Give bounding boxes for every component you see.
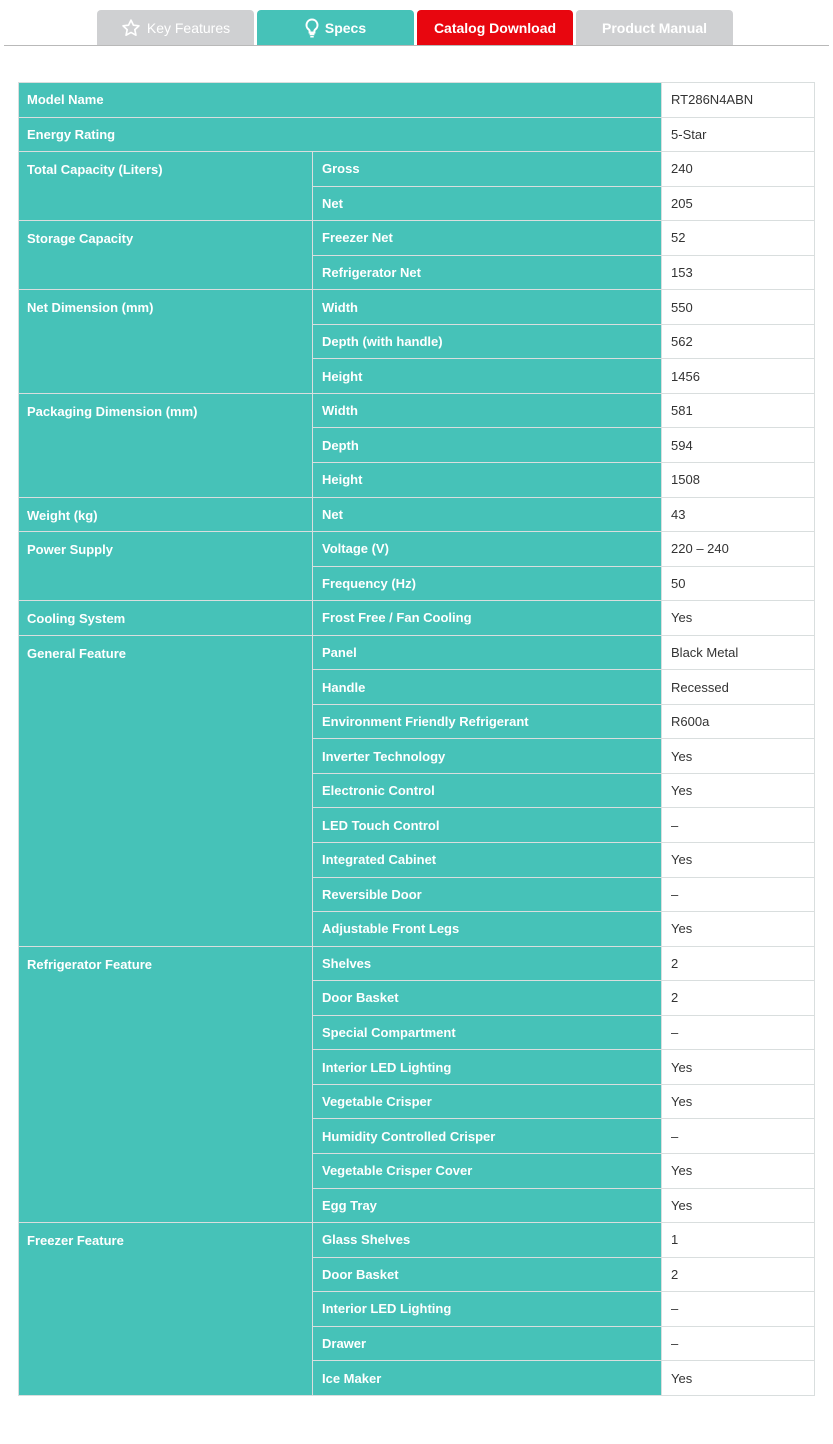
table-row [19, 1223, 815, 1258]
tab-catalog-download-label: Catalog Download [433, 20, 557, 36]
spec-label: LED Touch Control [313, 808, 662, 843]
table-row [19, 601, 815, 636]
spec-label: Special Compartment [313, 1015, 662, 1050]
spec-value: 2 [662, 946, 815, 981]
spec-value: Yes [662, 1050, 815, 1085]
spec-value: 205 [662, 186, 815, 221]
spec-label: Frost Free / Fan Cooling [313, 601, 662, 636]
tab-product-manual-label: Product Manual [601, 20, 707, 36]
spec-value: 1 [662, 1223, 815, 1258]
spec-label: Height [313, 359, 662, 394]
spec-label: Adjustable Front Legs [313, 912, 662, 947]
spec-category: General Feature [19, 635, 313, 946]
spec-value: Yes [662, 773, 815, 808]
spec-label: Net [313, 186, 662, 221]
spec-label: Panel [313, 635, 662, 670]
table-row [19, 532, 815, 567]
spec-category: Cooling System [19, 601, 313, 636]
spec-label: Drawer [313, 1326, 662, 1361]
spec-label: Vegetable Crisper [313, 1084, 662, 1119]
spec-label: Door Basket [313, 1257, 662, 1292]
spec-category: Packaging Dimension (mm) [19, 393, 313, 497]
spec-label: Gross [313, 152, 662, 187]
table-row [19, 221, 815, 256]
table-row [19, 117, 815, 152]
spec-label: Voltage (V) [313, 532, 662, 567]
table-row [19, 290, 815, 325]
spec-label: Reversible Door [313, 877, 662, 912]
spec-label: Width [313, 393, 662, 428]
spec-label: Environment Friendly Refrigerant [313, 704, 662, 739]
spec-value: – [662, 1292, 815, 1327]
tab-key-features-label: Key Features [146, 20, 231, 36]
spec-value: – [662, 1326, 815, 1361]
spec-value: 1456 [662, 359, 815, 394]
table-row [19, 635, 815, 670]
spec-label: Electronic Control [313, 773, 662, 808]
specs-table [18, 82, 815, 1396]
spec-value: – [662, 808, 815, 843]
spec-label: Vegetable Crisper Cover [313, 1153, 662, 1188]
spec-value: 50 [662, 566, 815, 601]
spec-value: 5-Star [662, 117, 815, 152]
spec-label: Egg Tray [313, 1188, 662, 1223]
table-row [19, 393, 815, 428]
spec-value: Yes [662, 1361, 815, 1396]
spec-label: Integrated Cabinet [313, 843, 662, 878]
spec-category: Total Capacity (Liters) [19, 152, 313, 221]
spec-value: 581 [662, 393, 815, 428]
spec-label: Handle [313, 670, 662, 705]
spec-category: Energy Rating [19, 117, 662, 152]
tab-key-features[interactable] [97, 10, 254, 46]
table-row [19, 946, 815, 981]
spec-value: Yes [662, 1084, 815, 1119]
tab-specs[interactable] [257, 10, 414, 46]
spec-label: Freezer Net [313, 221, 662, 256]
spec-category: Power Supply [19, 532, 313, 601]
spec-value: Black Metal [662, 635, 815, 670]
spec-label: Door Basket [313, 981, 662, 1016]
spec-value: Yes [662, 601, 815, 636]
spec-category: Weight (kg) [19, 497, 313, 532]
spec-category: Storage Capacity [19, 221, 313, 290]
spec-value: 240 [662, 152, 815, 187]
star-icon [121, 18, 141, 38]
spec-label: Width [313, 290, 662, 325]
spec-value: 562 [662, 324, 815, 359]
spec-label: Interior LED Lighting [313, 1292, 662, 1327]
spec-label: Frequency (Hz) [313, 566, 662, 601]
spec-value: Recessed [662, 670, 815, 705]
spec-value: Yes [662, 739, 815, 774]
spec-value: 550 [662, 290, 815, 325]
spec-category: Net Dimension (mm) [19, 290, 313, 394]
spec-label: Refrigerator Net [313, 255, 662, 290]
lightbulb-icon [305, 18, 319, 38]
table-row [19, 497, 815, 532]
spec-label: Depth [313, 428, 662, 463]
spec-value: Yes [662, 843, 815, 878]
tab-specs-label: Specs [324, 20, 367, 36]
spec-value: R600a [662, 704, 815, 739]
spec-value: RT286N4ABN [662, 83, 815, 118]
spec-value: 1508 [662, 463, 815, 498]
spec-category: Refrigerator Feature [19, 946, 313, 1222]
spec-value: Yes [662, 1188, 815, 1223]
spec-label: Humidity Controlled Crisper [313, 1119, 662, 1154]
spec-value: 220 – 240 [662, 532, 815, 567]
spec-value: Yes [662, 1153, 815, 1188]
spec-label: Ice Maker [313, 1361, 662, 1396]
spec-label: Inverter Technology [313, 739, 662, 774]
spec-label: Shelves [313, 946, 662, 981]
spec-label: Height [313, 463, 662, 498]
tab-divider [4, 45, 829, 46]
specs-table-body [19, 83, 815, 1396]
spec-value: – [662, 877, 815, 912]
spec-value: Yes [662, 912, 815, 947]
tab-product-manual[interactable] [576, 10, 733, 46]
spec-value: 594 [662, 428, 815, 463]
spec-value: 2 [662, 981, 815, 1016]
spec-value: 153 [662, 255, 815, 290]
spec-category: Model Name [19, 83, 662, 118]
spec-value: 43 [662, 497, 815, 532]
spec-value: 2 [662, 1257, 815, 1292]
tab-catalog-download[interactable] [417, 10, 573, 46]
spec-value: 52 [662, 221, 815, 256]
spec-label: Glass Shelves [313, 1223, 662, 1258]
spec-category: Freezer Feature [19, 1223, 313, 1396]
spec-label: Depth (with handle) [313, 324, 662, 359]
spec-label: Net [313, 497, 662, 532]
spec-label: Interior LED Lighting [313, 1050, 662, 1085]
spec-value: – [662, 1119, 815, 1154]
table-row [19, 152, 815, 187]
tab-bar [0, 0, 833, 47]
table-row [19, 83, 815, 118]
spec-value: – [662, 1015, 815, 1050]
